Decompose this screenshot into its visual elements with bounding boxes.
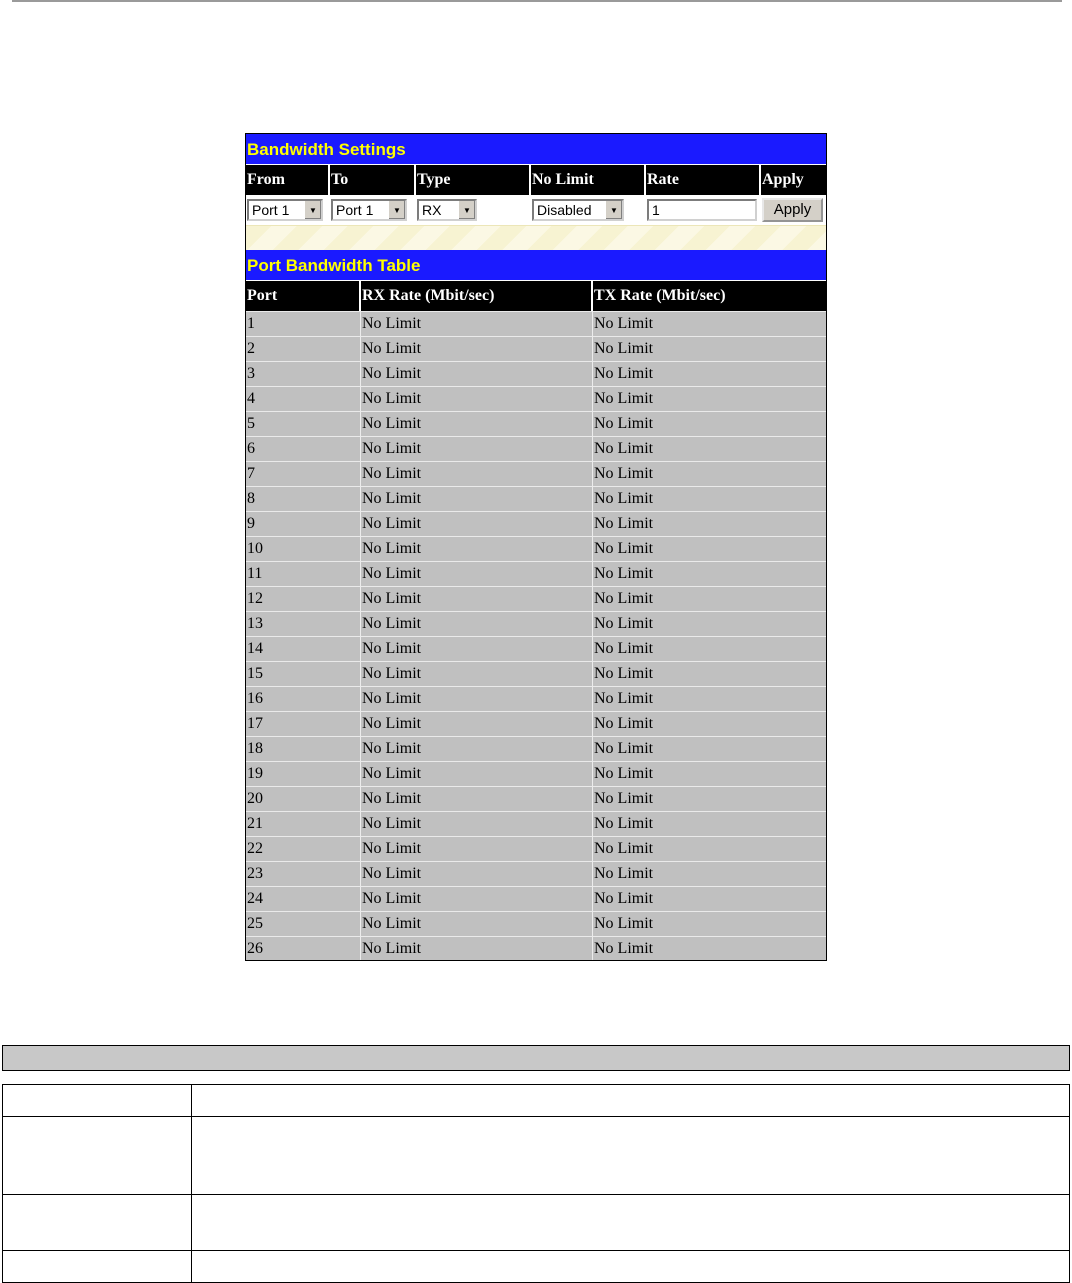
rx-rate-cell: No Limit — [361, 662, 593, 686]
rx-rate-cell: No Limit — [361, 412, 593, 436]
to-header: To — [330, 165, 416, 195]
tx-rate-cell: No Limit — [594, 765, 654, 782]
tx-rate-cell: No Limit — [594, 590, 654, 607]
tx-rate-cell: No Limit — [594, 665, 654, 682]
rx-rate-cell: No Limit — [361, 812, 593, 836]
port-cell: 2 — [246, 337, 361, 361]
rx-rate-cell: No Limit — [361, 862, 593, 886]
description-value-cell — [192, 1117, 1070, 1195]
port-cell: 14 — [246, 637, 361, 661]
apply-button[interactable]: Apply — [762, 198, 823, 222]
table-row — [246, 461, 826, 486]
tx-rate-cell: No Limit — [594, 390, 654, 407]
bandwidth-panel — [245, 133, 827, 961]
description-row — [3, 1251, 1070, 1283]
description-value-cell — [192, 1085, 1070, 1117]
description-row — [3, 1117, 1070, 1195]
port-cell: 21 — [246, 812, 361, 836]
tx-rate-cell: No Limit — [594, 940, 654, 957]
table-row — [246, 836, 826, 861]
port-cell: 15 — [246, 662, 361, 686]
tx-rate-cell: No Limit — [594, 740, 654, 757]
port-cell: 16 — [246, 687, 361, 711]
table-row — [246, 611, 826, 636]
bandwidth-settings-title: Bandwidth Settings — [246, 134, 826, 165]
table-row — [246, 636, 826, 661]
rx-rate-cell: No Limit — [361, 312, 593, 336]
to-port-value: Port 1 — [336, 202, 374, 218]
rx-rate-cell: No Limit — [361, 637, 593, 661]
table-row — [246, 411, 826, 436]
rx-rate-cell: No Limit — [361, 787, 593, 811]
table-row — [246, 536, 826, 561]
to-port-select[interactable] — [331, 199, 407, 221]
rx-rate-cell: No Limit — [361, 537, 593, 561]
rx-rate-cell: No Limit — [361, 912, 593, 936]
tx-rate-cell: No Limit — [594, 815, 654, 832]
port-cell: 13 — [246, 612, 361, 636]
port-cell: 23 — [246, 862, 361, 886]
apply-header: Apply — [762, 171, 804, 188]
tx-rate-cell: No Limit — [594, 790, 654, 807]
tx-rate-cell: No Limit — [594, 415, 654, 432]
rx-rate-cell: No Limit — [361, 487, 593, 511]
tx-rate-cell: No Limit — [594, 565, 654, 582]
port-cell: 6 — [246, 437, 361, 461]
table-row — [246, 661, 826, 686]
tx-rate-cell: No Limit — [594, 340, 654, 357]
rx-rate-cell: No Limit — [361, 462, 593, 486]
settings-control-row — [246, 195, 826, 225]
rx-rate-cell: No Limit — [361, 887, 593, 911]
tx-rate-cell: No Limit — [594, 715, 654, 732]
port-cell: 8 — [246, 487, 361, 511]
description-value-cell — [192, 1195, 1070, 1251]
type-value: RX — [422, 202, 442, 218]
table-row — [246, 386, 826, 411]
rx-rate-cell: No Limit — [361, 937, 593, 961]
rx-rate-cell: No Limit — [361, 762, 593, 786]
rx-rate-cell: No Limit — [361, 587, 593, 611]
description-table — [2, 1084, 1070, 1283]
description-key-cell — [3, 1195, 192, 1251]
table-row — [246, 336, 826, 361]
description-table-header — [2, 1045, 1070, 1071]
tx-rate-cell: No Limit — [594, 490, 654, 507]
type-select[interactable] — [417, 199, 477, 221]
tx-rate-cell: No Limit — [594, 615, 654, 632]
tx-rate-cell: No Limit — [594, 515, 654, 532]
tx-rate-column-header: TX Rate (Mbit/sec) — [594, 287, 726, 304]
no-limit-select[interactable] — [532, 199, 624, 221]
rx-rate-cell: No Limit — [361, 362, 593, 386]
tx-rate-cell: No Limit — [594, 640, 654, 657]
rx-rate-cell: No Limit — [361, 437, 593, 461]
table-body — [246, 311, 826, 961]
tx-rate-cell: No Limit — [594, 915, 654, 932]
tx-rate-cell: No Limit — [594, 890, 654, 907]
table-row — [246, 786, 826, 811]
table-row — [246, 886, 826, 911]
description-value-cell — [192, 1251, 1070, 1283]
description-row — [3, 1195, 1070, 1251]
table-row — [246, 911, 826, 936]
description-key-cell — [3, 1117, 192, 1195]
tx-rate-cell: No Limit — [594, 440, 654, 457]
port-cell: 7 — [246, 462, 361, 486]
port-cell: 26 — [246, 937, 361, 961]
table-row — [246, 311, 826, 336]
table-row — [246, 861, 826, 886]
type-header: Type — [416, 165, 531, 195]
from-port-select[interactable] — [247, 199, 323, 221]
tx-rate-cell: No Limit — [594, 540, 654, 557]
rx-rate-cell: No Limit — [361, 687, 593, 711]
tx-rate-cell: No Limit — [594, 840, 654, 857]
chevron-down-icon[interactable]: ▼ — [458, 201, 475, 219]
port-cell: 10 — [246, 537, 361, 561]
top-rule — [12, 0, 1062, 2]
no-limit-header: No Limit — [531, 165, 646, 195]
table-row — [246, 561, 826, 586]
table-row — [246, 686, 826, 711]
table-row — [246, 736, 826, 761]
table-row — [246, 811, 826, 836]
port-cell: 5 — [246, 412, 361, 436]
port-cell: 4 — [246, 387, 361, 411]
port-cell: 12 — [246, 587, 361, 611]
table-row — [246, 511, 826, 536]
rx-rate-cell: No Limit — [361, 712, 593, 736]
port-cell: 9 — [246, 512, 361, 536]
port-cell: 19 — [246, 762, 361, 786]
port-bandwidth-table-title: Port Bandwidth Table — [246, 250, 826, 281]
rate-input[interactable]: 1 — [647, 199, 757, 221]
tx-rate-cell: No Limit — [594, 865, 654, 882]
rx-rate-cell: No Limit — [361, 387, 593, 411]
port-cell: 20 — [246, 787, 361, 811]
chevron-down-icon[interactable]: ▼ — [605, 201, 622, 219]
table-row — [246, 436, 826, 461]
table-row — [246, 586, 826, 611]
port-cell: 11 — [246, 562, 361, 586]
rx-rate-column-header: RX Rate (Mbit/sec) — [361, 281, 593, 311]
rx-rate-cell: No Limit — [361, 337, 593, 361]
tx-rate-cell: No Limit — [594, 465, 654, 482]
rx-rate-cell: No Limit — [361, 512, 593, 536]
rx-rate-cell: No Limit — [361, 612, 593, 636]
port-column-header: Port — [246, 281, 361, 311]
port-cell: 25 — [246, 912, 361, 936]
tx-rate-cell: No Limit — [594, 315, 654, 332]
table-row — [246, 761, 826, 786]
decorative-band — [246, 225, 826, 250]
port-cell: 17 — [246, 712, 361, 736]
port-cell: 3 — [246, 362, 361, 386]
table-header-row — [246, 281, 826, 311]
table-row — [246, 936, 826, 961]
port-cell: 24 — [246, 887, 361, 911]
tx-rate-cell: No Limit — [594, 690, 654, 707]
rx-rate-cell: No Limit — [361, 737, 593, 761]
rate-header: Rate — [646, 165, 761, 195]
table-row — [246, 711, 826, 736]
port-cell: 1 — [246, 312, 361, 336]
port-cell: 18 — [246, 737, 361, 761]
rx-rate-cell: No Limit — [361, 562, 593, 586]
no-limit-value: Disabled — [537, 202, 592, 218]
table-row — [246, 486, 826, 511]
chevron-down-icon[interactable]: ▼ — [388, 201, 405, 219]
tx-rate-cell: No Limit — [594, 365, 654, 382]
table-row — [246, 361, 826, 386]
description-row — [3, 1085, 1070, 1117]
rx-rate-cell: No Limit — [361, 837, 593, 861]
settings-header-row — [246, 165, 826, 195]
from-header: From — [246, 165, 330, 195]
from-port-value: Port 1 — [252, 202, 290, 218]
description-key-cell — [3, 1251, 192, 1283]
chevron-down-icon[interactable]: ▼ — [304, 201, 321, 219]
description-key-cell — [3, 1085, 192, 1117]
port-cell: 22 — [246, 837, 361, 861]
